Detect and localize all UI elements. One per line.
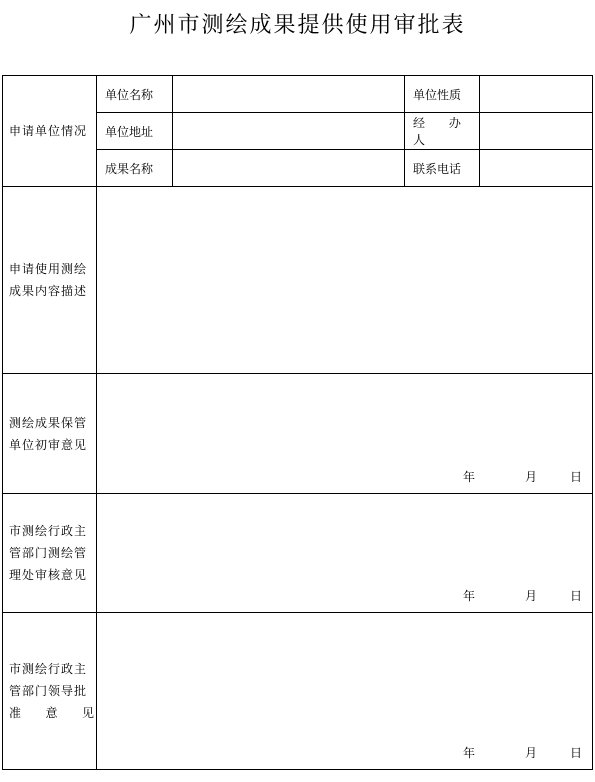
custodian-review-label: [3, 374, 97, 494]
unit-nature-field[interactable]: [480, 76, 593, 113]
custodian-review-date: [463, 468, 582, 485]
custodian-review-field[interactable]: [97, 374, 593, 494]
handler-field[interactable]: [480, 113, 593, 150]
leader-approval-label-line1: 市测绘行政主: [9, 662, 88, 676]
row-custodian-review: [3, 374, 593, 494]
result-name-field[interactable]: [173, 150, 405, 187]
leader-approval-label-line2: 管部门领导批: [9, 684, 88, 698]
leader-approval-date: [463, 744, 582, 761]
unit-name-field[interactable]: [173, 76, 405, 113]
unit-address-field[interactable]: [173, 113, 405, 150]
custodian-review-label-line1: 测绘成果保管: [9, 415, 88, 430]
mgmt-review-label-line1: 市测绘行政主: [9, 524, 88, 538]
result-name-label: 成果名称: [97, 150, 173, 187]
leader-approval-label: [3, 613, 97, 770]
handler-label: 经 办 人: [405, 113, 480, 150]
description-field[interactable]: [97, 187, 593, 374]
row-mgmt-review: [3, 494, 593, 613]
leader-approval-field[interactable]: [97, 613, 593, 770]
date-year: 年: [462, 589, 475, 603]
mgmt-review-label-line2: 管部门测绘管: [9, 546, 88, 560]
mgmt-review-field[interactable]: [97, 494, 593, 613]
unit-name-label: 单位名称: [97, 76, 173, 113]
leader-approval-char: 见: [81, 706, 95, 720]
leader-approval-char: 意: [45, 706, 59, 720]
date-day: 日: [569, 746, 582, 760]
date-month: 月: [524, 470, 537, 484]
date-day: 日: [569, 589, 582, 603]
applicant-section-label: 申请单位情况: [3, 76, 97, 187]
row-description: [3, 187, 593, 374]
phone-field[interactable]: [480, 150, 593, 187]
row-unit-name: [3, 76, 593, 113]
unit-nature-label: 单位性质: [405, 76, 480, 113]
unit-address-label: 单位地址: [97, 113, 173, 150]
phone-label: 联系电话: [405, 150, 480, 187]
mgmt-review-label: [3, 494, 97, 613]
custodian-review-label-line2: 单位初审意见: [9, 437, 88, 452]
date-year: 年: [462, 746, 475, 760]
description-label: [3, 187, 97, 374]
mgmt-review-date: [463, 587, 582, 604]
description-label-line2: 成果内容描述: [9, 284, 88, 298]
mgmt-review-label-line3: 理处审核意见: [9, 568, 88, 582]
page-title: 广州市测绘成果提供使用审批表: [129, 13, 466, 38]
description-label-line1: 申请使用测绘: [9, 262, 88, 276]
row-leader-approval: [3, 613, 593, 770]
approval-form-table: [2, 75, 593, 770]
date-month: 月: [524, 746, 537, 760]
leader-approval-label-line3: [9, 702, 95, 724]
leader-approval-char: 准: [9, 706, 23, 720]
date-year: 年: [462, 470, 475, 484]
date-month: 月: [524, 589, 537, 603]
date-day: 日: [569, 470, 582, 484]
